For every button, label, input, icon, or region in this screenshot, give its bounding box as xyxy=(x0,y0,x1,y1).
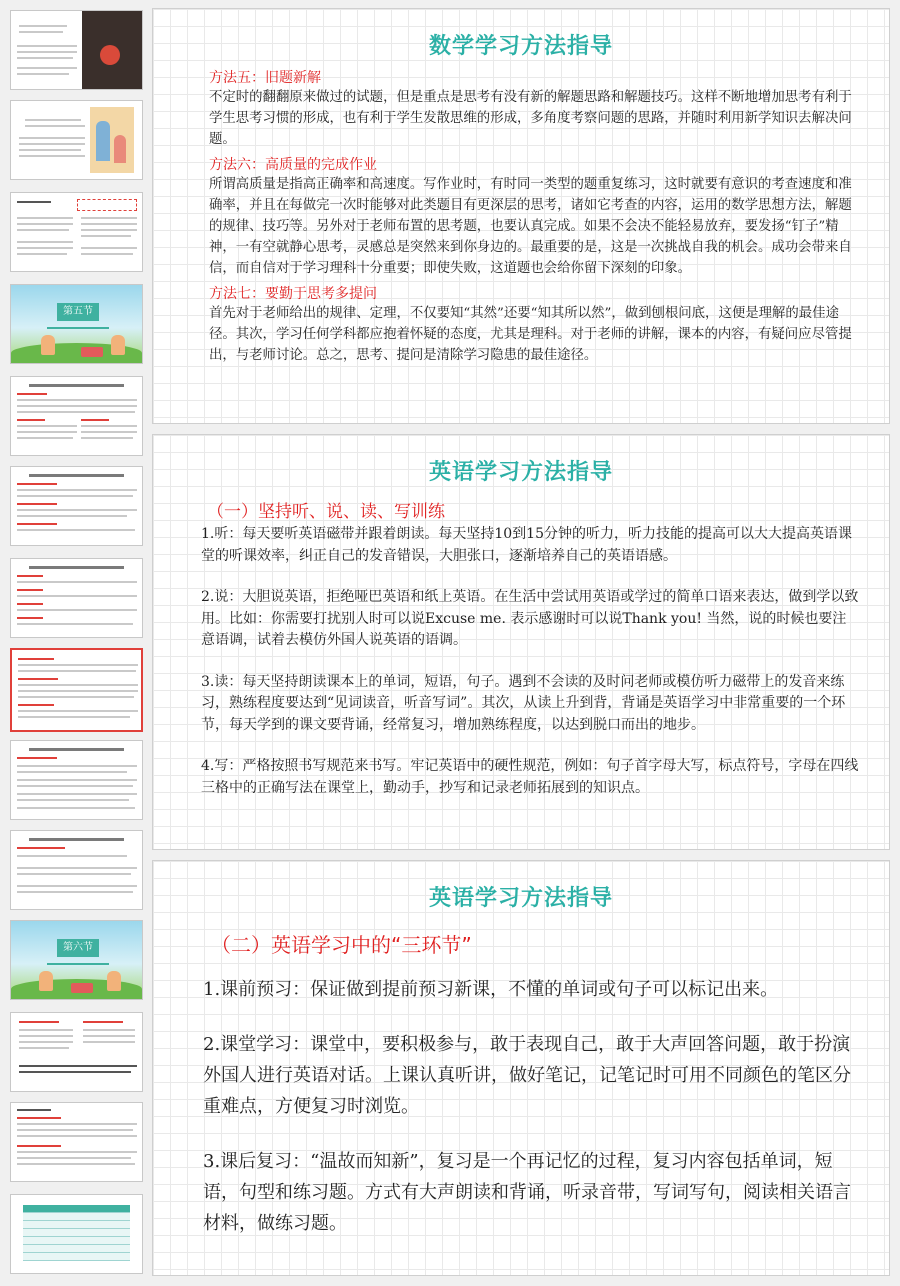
paragraph: 2.课堂学习：课堂中，要积极参与，敢于表现自己，敢于大声回答问题，敢于扮演外国人进行英语对话。上课认真听讲，做好笔记，记笔记时可用不同颜色的笔区分重难点，方便复习时浏览。 xyxy=(203,1034,851,1117)
slide-thumbnail[interactable] xyxy=(10,284,143,364)
paragraph: 3.读：每天坚持朗读课本上的单词，短语，句子。遇到不会读的及时问老师或模仿听力磁带上的发音来练习，熟练程度要达到“见词读音，听音写词”。其次，从读上升到背，背诵是英语学习中非常重要的一个环节，每天学到的课文要背诵，经常复习，增加熟练程度，以达到脱口而出的地步。 xyxy=(201,673,846,733)
slide-english-methods-2 xyxy=(152,860,890,1276)
paragraph: 1.听：每天要听英语磁带并跟着朗读。每天坚持10到15分钟的听力，听力技能的提高可以大大提高英语课堂的听课效率，纠正自己的发音错误，大胆张口，逐渐培养自己的英语语感。 xyxy=(201,526,852,564)
paragraph: 4.写：严格按照书写规范来书写。牢记英语中的硬性规范，例如：句子首字母大写，标点符号，字母在四线三格中的正确写法在课堂上，勤动手，抄写和记录老师拓展到的知识点。 xyxy=(201,758,859,796)
section-heading: 方法五：旧题新解 xyxy=(209,70,321,86)
slide-thumbnail[interactable] xyxy=(10,830,143,910)
slide-title: 数学学习方法指导 xyxy=(428,34,613,59)
slide-thumbnail[interactable] xyxy=(10,1102,143,1182)
slide-thumbnail[interactable] xyxy=(10,10,143,90)
hands-heart-image xyxy=(82,11,142,90)
slide-thumbnail[interactable] xyxy=(10,376,143,456)
slide-thumbnail[interactable] xyxy=(10,192,143,272)
section-heading: （一）坚持听、说、读、写训练 xyxy=(207,502,445,522)
section-heading: （二）英语学习中的“三环节” xyxy=(211,933,472,957)
slide-thumbnail[interactable] xyxy=(10,1012,143,1092)
table-preview xyxy=(23,1205,130,1263)
section-badge: 第六节 xyxy=(57,939,99,957)
slide-thumbnail[interactable] xyxy=(10,920,143,1000)
paragraph: 1.课前预习：保证做到提前预习新课，不懂的单词或句子可以标记出来。 xyxy=(203,979,779,1000)
slide-thumbnail[interactable] xyxy=(10,100,143,180)
family-image xyxy=(90,107,134,173)
slide-math-methods xyxy=(152,8,890,424)
slide-title: 英语学习方法指导 xyxy=(428,886,613,911)
slide-thumbnail-active[interactable] xyxy=(10,648,143,732)
slide-thumbnail[interactable] xyxy=(10,740,143,820)
paragraph: 3.课后复习：“温故而知新”，复习是一个再记忆的过程，复习内容包括单词，短语，句型和练习题。方式有大声朗读和背诵，听录音带，写词写句，阅读相关语言材料，做练习题。 xyxy=(203,1151,851,1234)
slide-thumbnail-panel xyxy=(0,0,150,1286)
paragraph: 2.说：大胆说英语，拒绝哑巴英语和纸上英语。在生活中尝试用英语或学过的简单口语来表达，做到学以致用。比如：你需要打扰别人时可以说Excuse me. 表示感谢时可以说Thank you! 当然，说的时候也要注意语调，试着去模仿外国人说英语的语调。 xyxy=(201,589,859,648)
section-body: 首先对于老师给出的规律、定理，不仅要知“其然”还要“知其所以然”，做到刨根问底，这便是理解的最佳途径。其次，学习任何学科都应抱着怀疑的态度，尤其是理科。对于老师的讲解，课本的内容，有疑问应尽管提出，与老师讨论。总之，思考、提问是清除学习隐患的最佳途径。 xyxy=(209,306,852,363)
section-body: 所谓高质量是指高正确率和高速度。写作业时，有时同一类型的题重复练习，这时就要有意识的考查速度和准确率，并且在每做完一次时能够对此类题目有更深层的思考，诸如它考查的内容，运用的数学思想方法，解题的规律、技巧等。另外对于老师布置的思考题，也要认真完成。如果不会决不能轻易放弃，要发扬“钉子”精神，一有空就静心思考，灵感总是突然来到你身边的。最重要的是，这是一次挑战自我的机会。成功会带来自信，而自信对于学习理科十分重要；即使失败，这道题也会给你留下深刻的印象。 xyxy=(209,177,852,276)
section-badge: 第五节 xyxy=(57,303,99,321)
slide-thumbnail[interactable] xyxy=(10,1194,143,1274)
slide-thumbnail[interactable] xyxy=(10,558,143,638)
slide-title: 英语学习方法指导 xyxy=(428,460,613,485)
slide-english-methods-1 xyxy=(152,434,890,850)
section-heading: 方法七：要勤于思考多提问 xyxy=(209,286,377,302)
section-body: 不定时的翻翻原来做过的试题，但是重点是思考有没有新的解题思路和解题技巧。这样不断地增加思考有利于学生思考习惯的形成，也有利于学生发散思维的形成，多角度考察问题的思路，并随时利用新学知识去解决问题。 xyxy=(209,90,852,147)
section-heading: 方法六：高质量的完成作业 xyxy=(209,157,377,173)
slide-thumbnail[interactable] xyxy=(10,466,143,546)
